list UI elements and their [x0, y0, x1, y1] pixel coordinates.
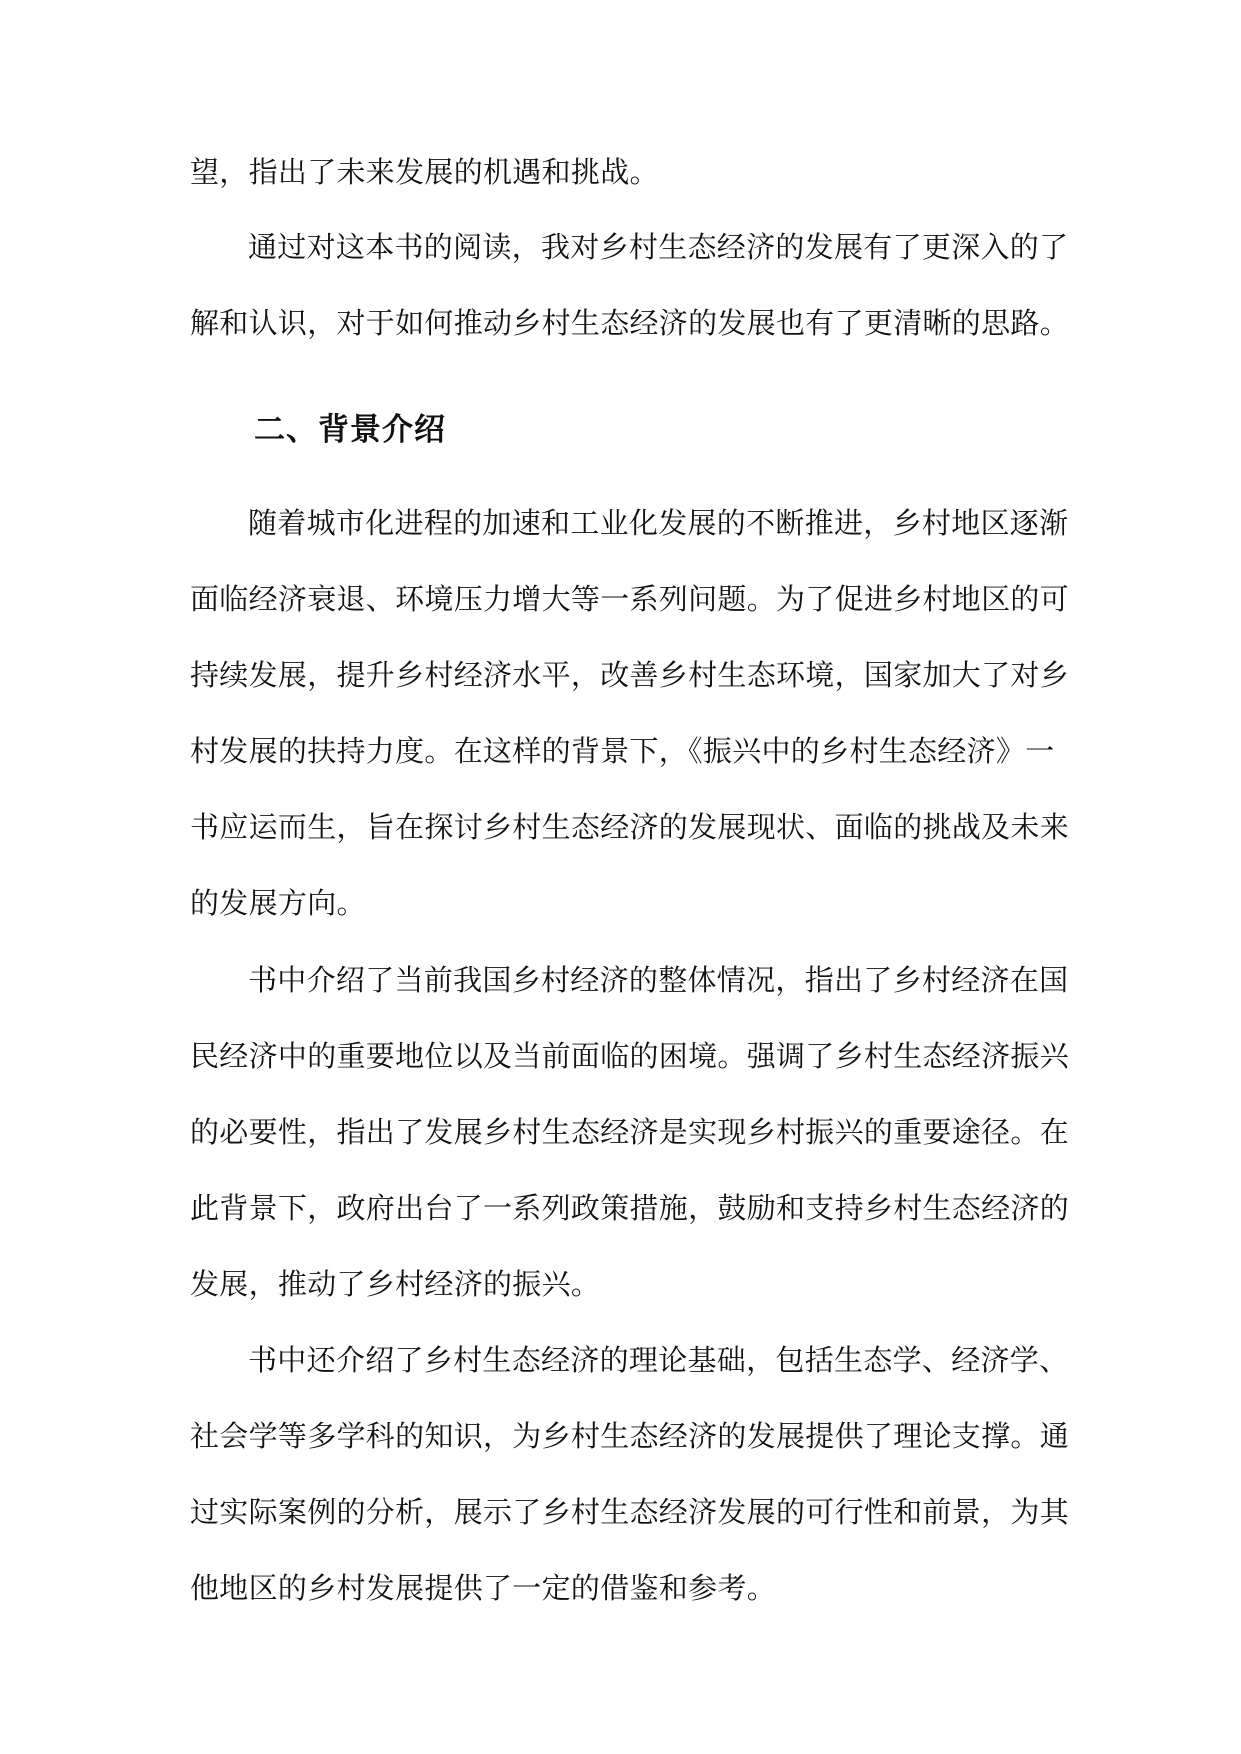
paragraph-line: 望，指出了未来发展的机遇和挑战。 — [190, 155, 659, 189]
paragraph-line: 他地区的乡村发展提供了一定的借鉴和参考。 — [190, 1571, 777, 1605]
paragraph-line: 过实际案例的分析，展示了乡村生态经济发展的可行性和前景，为其 — [190, 1495, 1070, 1529]
paragraph-line: 随着城市化进程的加速和工业化发展的不断推进，乡村地区逐渐 — [248, 506, 1069, 540]
paragraph-line: 书中介绍了当前我国乡村经济的整体情况，指出了乡村经济在国 — [248, 963, 1069, 997]
paragraph-line: 此背景下，政府出台了一系列政策措施，鼓励和支持乡村生态经济的 — [190, 1191, 1070, 1225]
paragraph-line: 发展，推动了乡村经济的振兴。 — [190, 1267, 601, 1301]
paragraph-line: 的必要性，指出了发展乡村生态经济是实现乡村振兴的重要途径。在 — [190, 1115, 1070, 1149]
paragraph-line: 书应运而生，旨在探讨乡村生态经济的发展现状、面临的挑战及未来 — [190, 810, 1070, 844]
paragraph-line: 持续发展，提升乡村经济水平，改善乡村生态环境，国家加大了对乡 — [190, 658, 1070, 692]
paragraph-line: 民经济中的重要地位以及当前面临的困境。强调了乡村生态经济振兴 — [190, 1039, 1070, 1073]
paragraph-line: 村发展的扶持力度。在这样的背景下，《振兴中的乡村生态经济》一 — [190, 734, 1055, 768]
paragraph-line: 的发展方向。 — [190, 886, 366, 920]
paragraph-line: 书中还介绍了乡村生态经济的理论基础，包括生态学、经济学、 — [248, 1343, 1069, 1377]
paragraph-line: 解和认识，对于如何推动乡村生态经济的发展也有了更清晰的思路。 — [190, 306, 1070, 340]
paragraph-line: 通过对这本书的阅读，我对乡村生态经济的发展有了更深入的了 — [248, 230, 1069, 264]
paragraph-line: 社会学等多学科的知识，为乡村生态经济的发展提供了理论支撑。通 — [190, 1419, 1070, 1453]
paragraph-line: 面临经济衰退、环境压力增大等一系列问题。为了促进乡村地区的可 — [190, 582, 1070, 616]
section-heading: 二、背景介绍 — [254, 412, 446, 448]
